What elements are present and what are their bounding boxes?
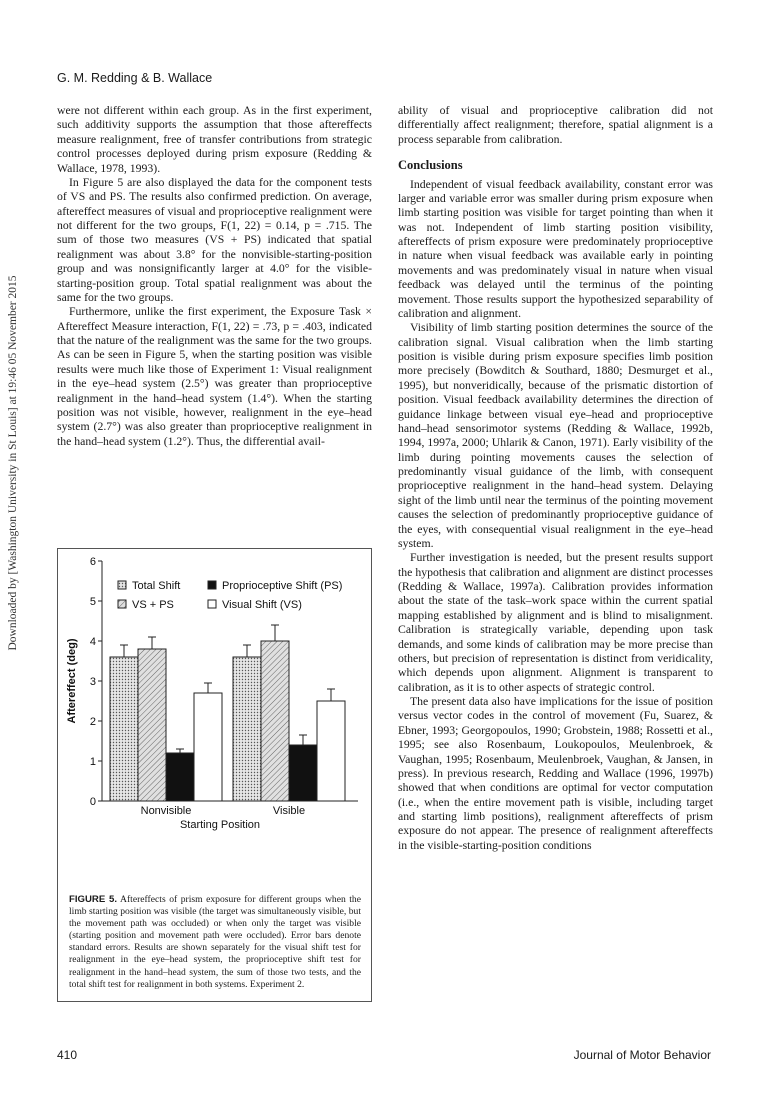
- x-axis-title: Starting Position: [179, 819, 261, 831]
- legend-swatch: [118, 600, 126, 608]
- right-paragraph-1: ability of visual and proprioceptive calibration did not differentially affect realignment; therefore, spatial alignment is a process separable from calibration.: [398, 104, 713, 146]
- caption-text: Aftereffects of prism exposure for different groups when the limb starting position was visible (the target was simultaneously visible, but the movement path was occluded) or when only the target was visible (starting position and movement path were occluded). Error bars denote standard errors. Results are shown separately for the visual shift test for realignment in the eye–head system, the proprioceptive shift test for realignment in the hand–head system, the sum of those two tests, and the total shift test for realignment in both systems. Experiment 2.: [69, 894, 361, 990]
- y-tick-label: 2: [89, 716, 96, 728]
- right-paragraph-5: The present data also have implications for the issue of position versus vector codes in the control of movement (Fu, Suarez, & Ebner, 1993; Georgopoulos, 1990; Grobstein, 1988; Rossetti et al., 1995; see also Rosenbaum, Loukopoulos, Meulenbroek, & Vaughan, 1995; Rosenbaum, Meulenbroek, Vaughan, & Jansen, in press). In previous research, Redding and Wallace (1996, 1997b) showed that when conditions are optimal for vector computation (i.e., when the entire movement path is visible, including target and starting limb positions), realignment aftereffects of prism exposure do not appear. The presence of realignment aftereffects in the visible-starting-position conditions: [398, 695, 713, 852]
- bar-dots-visible: [233, 657, 261, 801]
- page-number: 410: [57, 1048, 78, 1062]
- y-axis-title: Aftereffect (deg): [66, 638, 78, 724]
- y-tick-label: 5: [89, 596, 96, 608]
- legend-label: Proprioceptive Shift (PS): [222, 580, 343, 592]
- right-paragraph-4: Further investigation is needed, but the present results support the hypothesis that calibration and alignment are distinct processes (Redding & Wallace, 1997a). Calibration provides information about the state of the task–work space within the current spatial mapping established by alignment and is blind to misalignment. Calibration is strategically variable, depending upon task demands, and some kinds of calibration may be more precise than others, but precision of representation is distinct from veridicality, which depends upon alignment. Alignment is transparent to calibration, as it is to other aspects of strategic control.: [398, 551, 713, 694]
- download-watermark: [4, 135, 22, 790]
- right-paragraph-2: Independent of visual feedback availability, constant error was larger and variable error was smaller during prism exposure when limb starting position was visible for target pointing than when it was not. Independent of limb starting position visibility, aftereffects of prism exposure were predominately proprioceptive in nature when visual feedback was available early in pointing movements and was predominately visual in nature when visual feedback was delayed until the terminus of the pointing movement. Those results support the hypothesized separability of calibration and alignment.: [398, 177, 713, 320]
- figure-5: [57, 548, 372, 1002]
- legend-label: Visual Shift (VS): [222, 599, 302, 611]
- legend-label: Total Shift: [132, 580, 181, 592]
- left-paragraph-2: In Figure 5 are also displayed the data for the component tests of VS and PS. The results also confirmed prediction. On average, aftereffect measures of visual and proprioceptive realignment were not different for the two groups, F(1, 22) = 0.14, p = .715. The sum of those two measures (VS + PS) indicated that spatial realignment was about 3.8° for the nonvisible-starting-position group and was nonsignificantly larger at 4.0° for the visible-starting-position group. Total spatial realignment was about the same for the two groups.: [57, 175, 372, 304]
- bar-none-nonvisible: [194, 693, 222, 801]
- figure-caption: [69, 894, 361, 991]
- journal-name: Journal of Motor Behavior: [573, 1048, 711, 1062]
- y-tick-label: 0: [89, 796, 96, 808]
- bar-none-visible: [317, 701, 345, 801]
- left-paragraph-3: Furthermore, unlike the first experiment, the Exposure Task × Aftereffect Measure interaction, F(1, 22) = .73, p = .403, indicated that the nature of the realignment was the same for the two groups. As can be seen in Figure 5, when the starting position was visible results were much like those of Experiment 1: Visual realignment in the eye–head system (2.5°) was greater than proprioceptive realignment in the hand–head system (1.4°). When the starting position was not visible, however, realignment in the eye–head system (2.7°) was also greater than proprioceptive realignment in the hand–head system (1.2°). Thus, the differential avail-: [57, 305, 372, 448]
- download-note: Downloaded by [Washington University in St Louis] at 19:46 05 November 2015: [7, 274, 19, 651]
- legend-swatch: [118, 581, 126, 589]
- bar-dots-nonvisible: [110, 657, 138, 801]
- bar-hatch-nonvisible: [138, 649, 166, 801]
- legend-label: VS + PS: [132, 599, 174, 611]
- right-column: [398, 104, 713, 853]
- bar-solid-nonvisible: [166, 753, 194, 801]
- section-heading-conclusions: Conclusions: [398, 158, 463, 173]
- caption-label: FIGURE 5.: [69, 894, 118, 905]
- y-tick-label: 1: [89, 756, 96, 768]
- legend-swatch: [208, 600, 216, 608]
- left-paragraph-1: were not different within each group. As in the first experiment, such additivity supports the assumption that those aftereffects measure realignment, free of transfer contributions from strategic control processes deployed during prism exposure (Redding & Wallace, 1978, 1993).: [57, 104, 372, 175]
- right-paragraph-3: Visibility of limb starting position determines the source of the calibration signal. Visual calibration when the limb starting position is visible during prism exposure specifies limb position more precisely (Bowditch & Southard, 1880; Desmurget et al., 1995), but nonveridically, because of the prismatic distortion of position. Visual feedback availability determines the direction of guidance linkage between visual eye–head and proprioceptive hand–head sensorimotor systems (Redding & Wallace, 1992b, 1994, 1997a, 2000; Uhlarik & Canon, 1971). Early visibility of the limb during pointing movements causes the selection of predominantly visual guidance of the limb, with consequent proprioceptive realignment in the hand–head system. Delaying sight of the limb until near the terminus of the pointing movement causes the selection of predominantly proprioceptive guidance of the eyes, with consequential visual realignment in the eye–head system.: [398, 321, 713, 550]
- running-header: G. M. Redding & B. Wallace: [57, 71, 213, 85]
- x-category-label: Visible: [272, 805, 306, 817]
- legend-swatch: [208, 581, 216, 589]
- bar-solid-visible: [289, 745, 317, 801]
- left-column: [57, 104, 372, 449]
- x-category-label: Nonvisible: [140, 805, 192, 817]
- y-tick-label: 3: [89, 676, 96, 688]
- bar-hatch-visible: [261, 641, 289, 801]
- y-tick-label: 4: [89, 636, 96, 648]
- y-tick-label: 6: [89, 556, 96, 568]
- bar-chart: [58, 549, 371, 849]
